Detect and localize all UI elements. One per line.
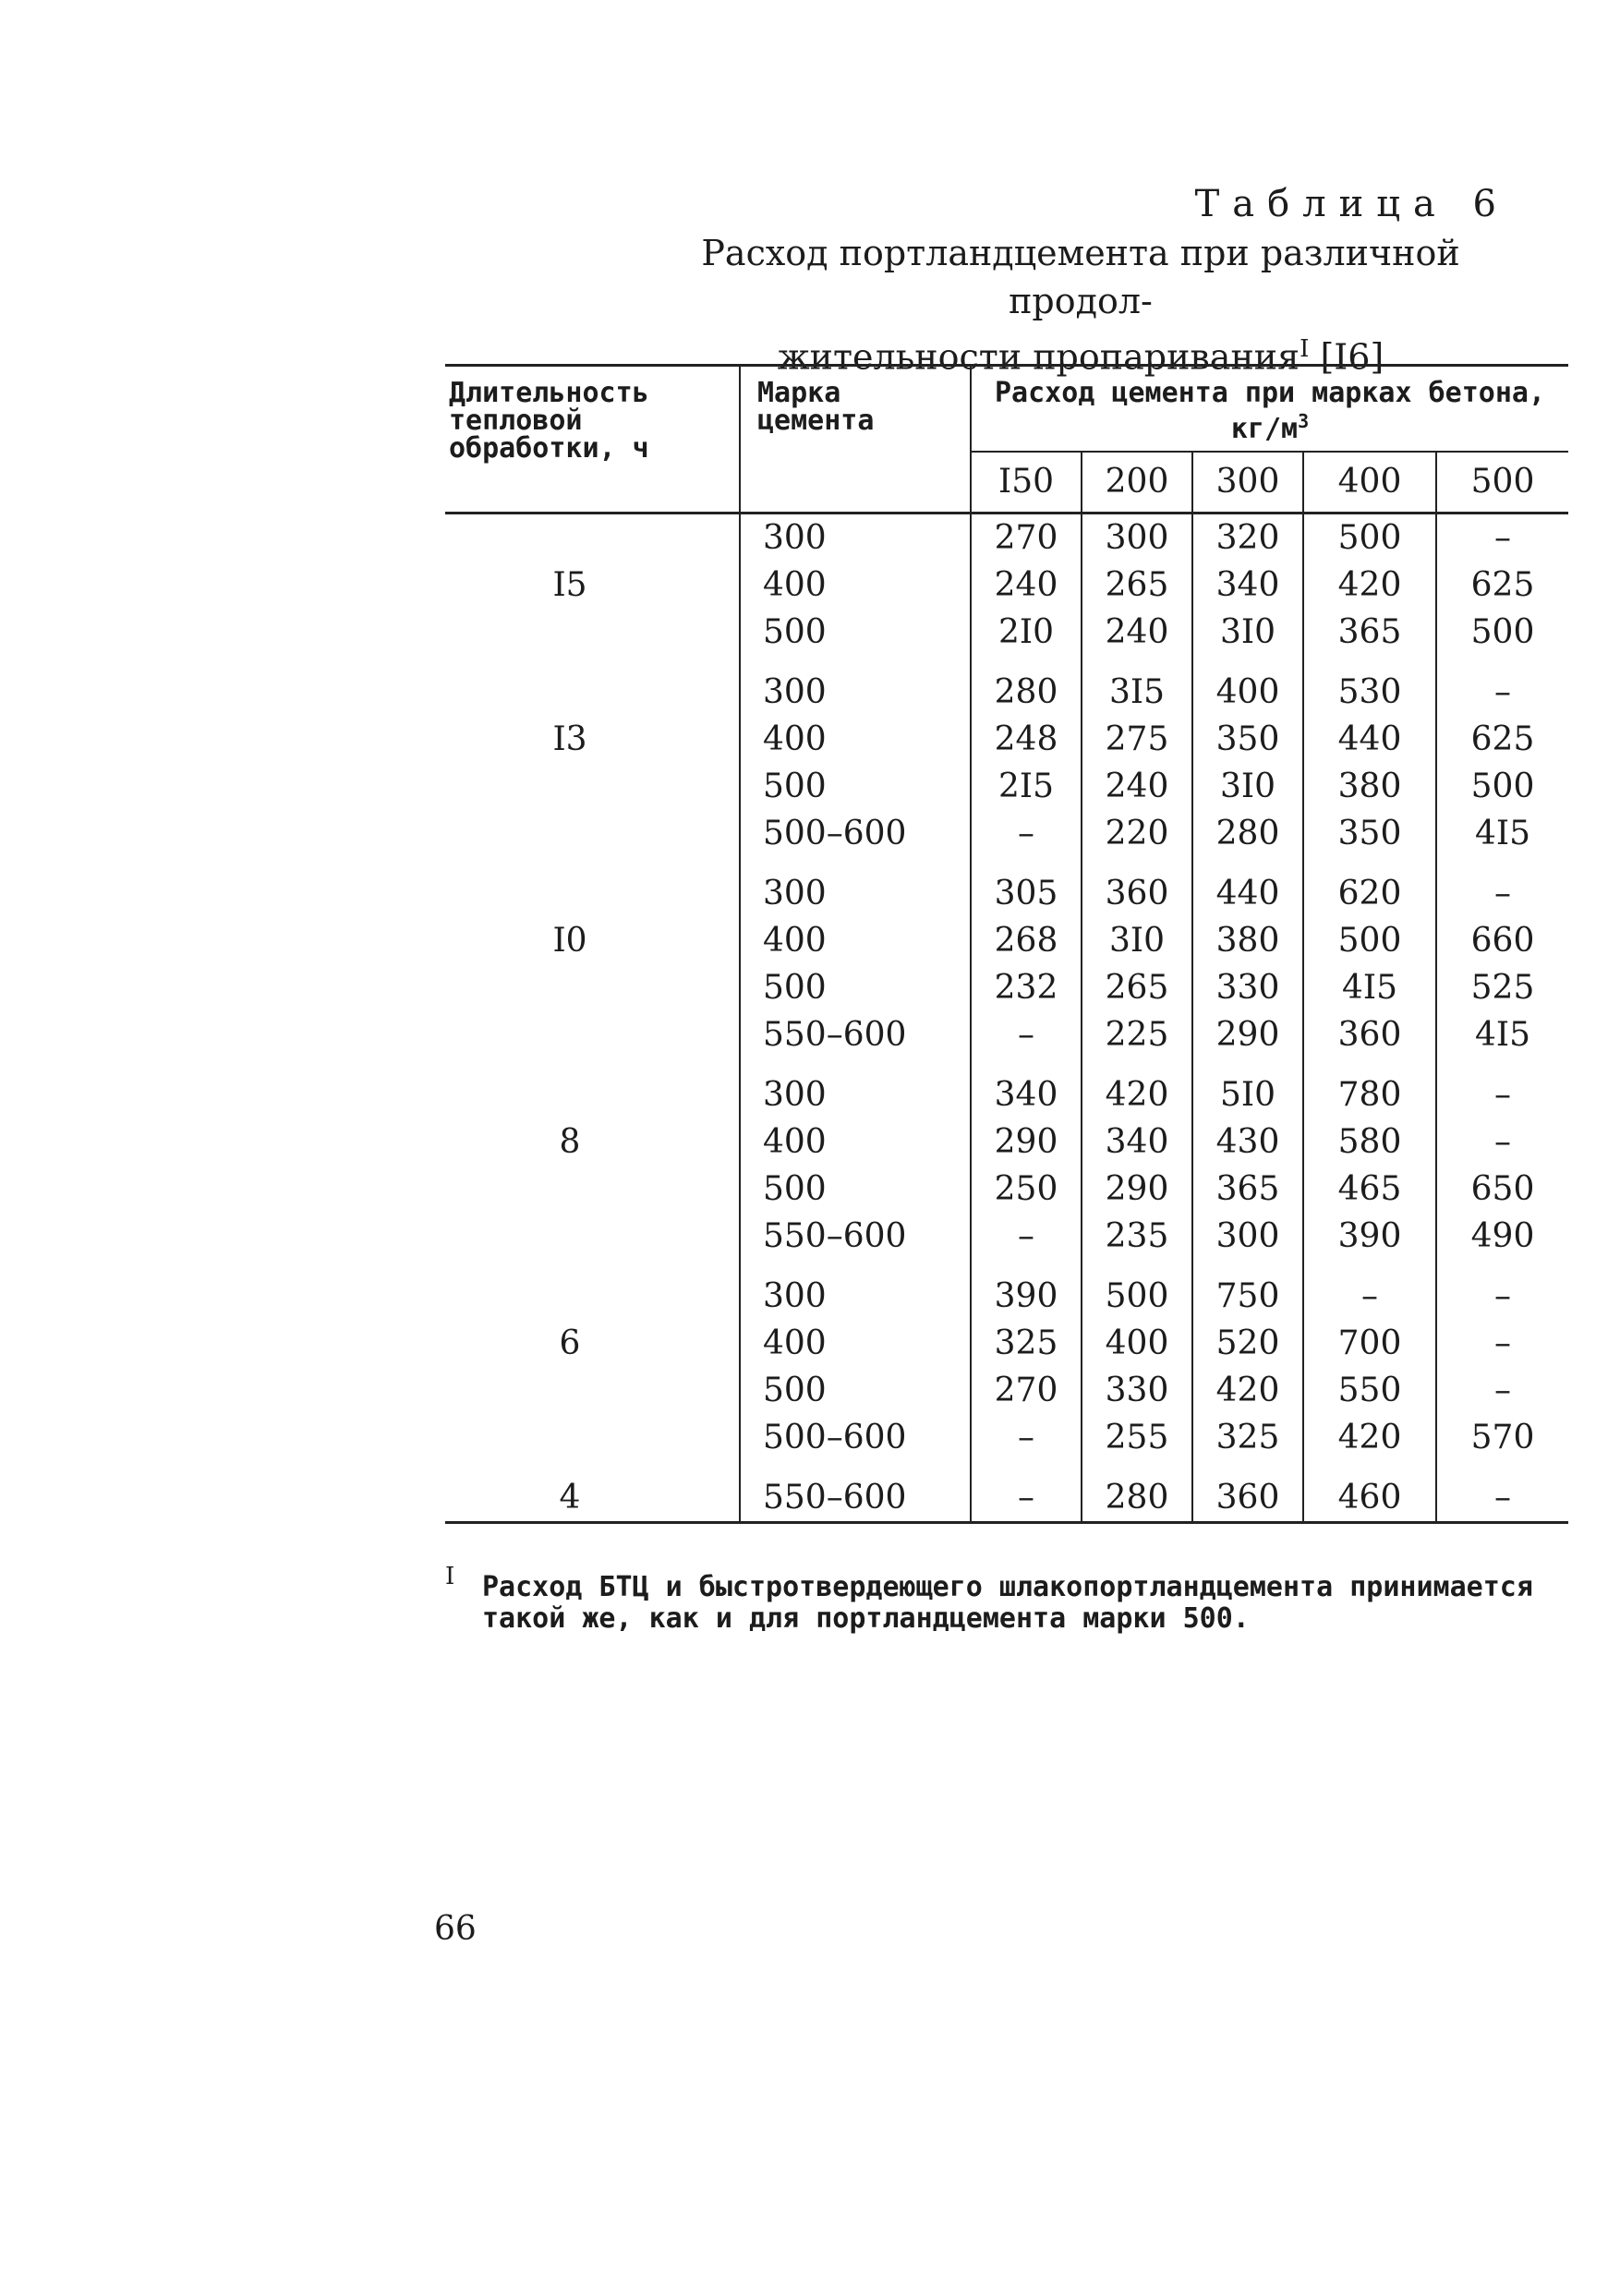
consumption-value-cell: – [1303, 1260, 1436, 1320]
consumption-value-cell: – [1436, 656, 1568, 716]
consumption-value-cell: 390 [1303, 1213, 1436, 1260]
footnote-mark: I [445, 1563, 455, 1590]
consumption-value-cell: 275 [1082, 716, 1192, 763]
cement-brand-cell: 300 [740, 656, 971, 716]
consumption-value-cell: 400 [1082, 1320, 1192, 1367]
consumption-value-cell: 440 [1192, 857, 1303, 917]
consumption-value-cell: – [1436, 514, 1568, 562]
duration-cell [445, 1166, 740, 1213]
table-row [445, 656, 1568, 716]
consumption-value-cell: 420 [1192, 1367, 1303, 1414]
consumption-value-cell: 500 [1436, 609, 1568, 656]
cement-brand-cell: 550–600 [740, 1213, 971, 1260]
consumption-value-cell: 780 [1303, 1058, 1436, 1118]
consumption-value-cell: 290 [1192, 1011, 1303, 1058]
table-row [445, 1367, 1568, 1414]
consumption-value-cell: 240 [1082, 763, 1192, 810]
consumption-value-cell: 320 [1192, 514, 1303, 562]
consumption-value-cell: – [1436, 1461, 1568, 1523]
duration-cell [445, 810, 740, 857]
header-consumption-text: Расход цемента при марках бетона, кг/м [994, 377, 1546, 445]
consumption-value-cell: 625 [1436, 716, 1568, 763]
consumption-value-cell: 660 [1436, 917, 1568, 964]
consumption-value-cell: – [1436, 1118, 1568, 1166]
duration-cell [445, 1367, 740, 1414]
consumption-value-cell: 500 [1303, 917, 1436, 964]
table-row [445, 810, 1568, 857]
consumption-value-cell: 340 [1082, 1118, 1192, 1166]
consumption-value-cell: 550 [1303, 1367, 1436, 1414]
consumption-value-cell: 340 [1192, 562, 1303, 609]
consumption-value-cell: 240 [1082, 609, 1192, 656]
consumption-value-cell: 750 [1192, 1260, 1303, 1320]
duration-cell [445, 1058, 740, 1118]
duration-cell [445, 964, 740, 1011]
consumption-value-cell: 5I0 [1192, 1058, 1303, 1118]
duration-cell [445, 1260, 740, 1320]
table-title-reference: [I6] [1320, 336, 1384, 378]
header-concrete-grade: I50 [971, 452, 1082, 514]
cement-brand-cell: 400 [740, 917, 971, 964]
cement-brand-cell: 500 [740, 964, 971, 1011]
consumption-value-cell: 255 [1082, 1414, 1192, 1461]
consumption-value-cell: 280 [1192, 810, 1303, 857]
consumption-value-cell: 225 [1082, 1011, 1192, 1058]
consumption-value-cell: 240 [971, 562, 1082, 609]
consumption-value-cell: 700 [1303, 1320, 1436, 1367]
duration-cell [445, 763, 740, 810]
cement-brand-cell: 500 [740, 1166, 971, 1213]
table-row [445, 1166, 1568, 1213]
consumption-value-cell: – [1436, 1058, 1568, 1118]
consumption-value-cell: 290 [971, 1118, 1082, 1166]
cement-brand-cell: 400 [740, 1320, 971, 1367]
consumption-value-cell: 500 [1082, 1260, 1192, 1320]
consumption-value-cell: 570 [1436, 1414, 1568, 1461]
header-cement-brand: Марка цемента [740, 366, 971, 514]
consumption-value-cell: 232 [971, 964, 1082, 1011]
duration-cell: I5 [552, 566, 587, 604]
consumption-value-cell: 420 [1082, 1058, 1192, 1118]
table-row [445, 1320, 1568, 1367]
duration-cell [445, 1011, 740, 1058]
consumption-value-cell: 330 [1082, 1367, 1192, 1414]
consumption-value-cell: 420 [1303, 562, 1436, 609]
consumption-value-cell: 360 [1192, 1461, 1303, 1523]
consumption-value-cell: 460 [1303, 1461, 1436, 1523]
consumption-value-cell: 280 [971, 656, 1082, 716]
consumption-value-cell: 580 [1303, 1118, 1436, 1166]
header-concrete-grade: 400 [1303, 452, 1436, 514]
consumption-value-cell: 2I0 [971, 609, 1082, 656]
table-row [445, 964, 1568, 1011]
table-row [445, 514, 1568, 562]
table-row [445, 716, 1568, 763]
consumption-value-cell: 3I0 [1082, 917, 1192, 964]
consumption-value-cell: 440 [1303, 716, 1436, 763]
consumption-value-cell: 380 [1303, 763, 1436, 810]
table-title-line-1: Расход портландцемента при различной продол- [701, 233, 1460, 321]
consumption-value-cell: 380 [1192, 917, 1303, 964]
table-row [445, 763, 1568, 810]
cement-brand-cell: 500 [740, 1367, 971, 1414]
consumption-value-cell: 530 [1303, 656, 1436, 716]
consumption-value-cell: – [1436, 1320, 1568, 1367]
duration-cell [445, 857, 740, 917]
table-row [445, 1011, 1568, 1058]
consumption-value-cell: 325 [1192, 1414, 1303, 1461]
duration-cell: I0 [552, 922, 587, 960]
consumption-value-cell: 3I0 [1192, 763, 1303, 810]
cement-brand-cell: 500 [740, 609, 971, 656]
duration-cell [445, 1213, 740, 1260]
consumption-value-cell: 520 [1192, 1320, 1303, 1367]
consumption-value-cell: 365 [1192, 1166, 1303, 1213]
table-row [445, 562, 1568, 609]
duration-cell [445, 1414, 740, 1461]
consumption-value-cell: 280 [1082, 1461, 1192, 1523]
consumption-value-cell: 270 [971, 1367, 1082, 1414]
duration-cell [445, 609, 740, 656]
duration-cell [445, 656, 740, 716]
duration-cell: 4 [445, 1461, 740, 1523]
table-title [637, 229, 1524, 381]
table-title-note-mark: I [1300, 335, 1310, 363]
cement-brand-cell: 300 [740, 514, 971, 562]
cement-brand-cell: 550–600 [740, 1011, 971, 1058]
consumption-value-cell: 360 [1082, 857, 1192, 917]
table-row [445, 917, 1568, 964]
consumption-value-cell: 270 [971, 514, 1082, 562]
consumption-value-cell: 290 [1082, 1166, 1192, 1213]
header-consumption-unit-power: 3 [1298, 410, 1310, 432]
header-duration: Длительность тепловой обработки, ч [445, 366, 740, 514]
consumption-value-cell: 305 [971, 857, 1082, 917]
consumption-value-cell: – [971, 1213, 1082, 1260]
page-number: 66 [434, 1910, 477, 1948]
duration-cell: 6 [559, 1324, 581, 1362]
cement-brand-cell: 300 [740, 1260, 971, 1320]
table-label: Таблица 6 [1194, 183, 1509, 225]
consumption-value-cell: 650 [1436, 1166, 1568, 1213]
cement-brand-cell: 300 [740, 857, 971, 917]
consumption-value-cell: 265 [1082, 964, 1192, 1011]
consumption-value-cell: – [1436, 857, 1568, 917]
consumption-value-cell: 220 [1082, 810, 1192, 857]
consumption-value-cell: 350 [1192, 716, 1303, 763]
consumption-value-cell: – [1436, 1260, 1568, 1320]
header-consumption [971, 366, 1568, 453]
table-row [445, 1118, 1568, 1166]
cement-consumption-table [445, 364, 1568, 1524]
table-body [445, 514, 1568, 1523]
consumption-value-cell: 500 [1436, 763, 1568, 810]
table-row [445, 1461, 1568, 1523]
consumption-value-cell: 350 [1303, 810, 1436, 857]
consumption-value-cell: 330 [1192, 964, 1303, 1011]
table-row [445, 1260, 1568, 1320]
cement-brand-cell: 300 [740, 1058, 971, 1118]
table-row [445, 1213, 1568, 1260]
consumption-value-cell: 430 [1192, 1118, 1303, 1166]
consumption-value-cell: 4I5 [1436, 1011, 1568, 1058]
cement-brand-cell: 500–600 [740, 810, 971, 857]
consumption-value-cell: 620 [1303, 857, 1436, 917]
consumption-value-cell: 340 [971, 1058, 1082, 1118]
footnote-text: Расход БТЦ и быстротвердеющего шлакопортландцемента принимается такой же, как и для портландцемента марки 500. [482, 1571, 1533, 1635]
table-title-line-2: жительности пропаривания [777, 336, 1300, 378]
cement-brand-cell: 400 [740, 1118, 971, 1166]
table-row [445, 857, 1568, 917]
consumption-value-cell: 4I5 [1303, 964, 1436, 1011]
consumption-value-cell: 400 [1192, 656, 1303, 716]
consumption-value-cell: 250 [971, 1166, 1082, 1213]
cement-brand-cell: 550–600 [740, 1461, 971, 1523]
consumption-value-cell: – [971, 1414, 1082, 1461]
consumption-value-cell: 2I5 [971, 763, 1082, 810]
footnote [445, 1563, 1535, 1635]
consumption-value-cell: – [971, 810, 1082, 857]
consumption-value-cell: 3I0 [1192, 609, 1303, 656]
consumption-value-cell: 235 [1082, 1213, 1192, 1260]
consumption-value-cell: 525 [1436, 964, 1568, 1011]
consumption-value-cell: 365 [1303, 609, 1436, 656]
table-row [445, 1058, 1568, 1118]
consumption-value-cell: 300 [1192, 1213, 1303, 1260]
consumption-value-cell: 265 [1082, 562, 1192, 609]
table-row [445, 1414, 1568, 1461]
cement-brand-cell: 400 [740, 562, 971, 609]
consumption-value-cell: 390 [971, 1260, 1082, 1320]
duration-cell: 8 [559, 1123, 581, 1161]
consumption-value-cell: – [971, 1461, 1082, 1523]
consumption-value-cell: 625 [1436, 562, 1568, 609]
consumption-value-cell: 325 [971, 1320, 1082, 1367]
cement-brand-cell: 400 [740, 716, 971, 763]
table-row [445, 609, 1568, 656]
consumption-value-cell: – [1436, 1367, 1568, 1414]
consumption-value-cell: 500 [1303, 514, 1436, 562]
header-concrete-grade: 500 [1436, 452, 1568, 514]
consumption-value-cell: 420 [1303, 1414, 1436, 1461]
consumption-value-cell: 300 [1082, 514, 1192, 562]
cement-brand-cell: 500–600 [740, 1414, 971, 1461]
consumption-value-cell: 490 [1436, 1213, 1568, 1260]
cement-brand-cell: 500 [740, 763, 971, 810]
consumption-value-cell: 3I5 [1082, 656, 1192, 716]
duration-cell [445, 514, 740, 562]
consumption-value-cell: 465 [1303, 1166, 1436, 1213]
consumption-value-cell: 360 [1303, 1011, 1436, 1058]
duration-cell: I3 [552, 720, 587, 758]
header-concrete-grade: 300 [1192, 452, 1303, 514]
header-concrete-grade: 200 [1082, 452, 1192, 514]
consumption-value-cell: 4I5 [1436, 810, 1568, 857]
consumption-value-cell: 248 [971, 716, 1082, 763]
consumption-value-cell: – [971, 1011, 1082, 1058]
consumption-value-cell: 268 [971, 917, 1082, 964]
